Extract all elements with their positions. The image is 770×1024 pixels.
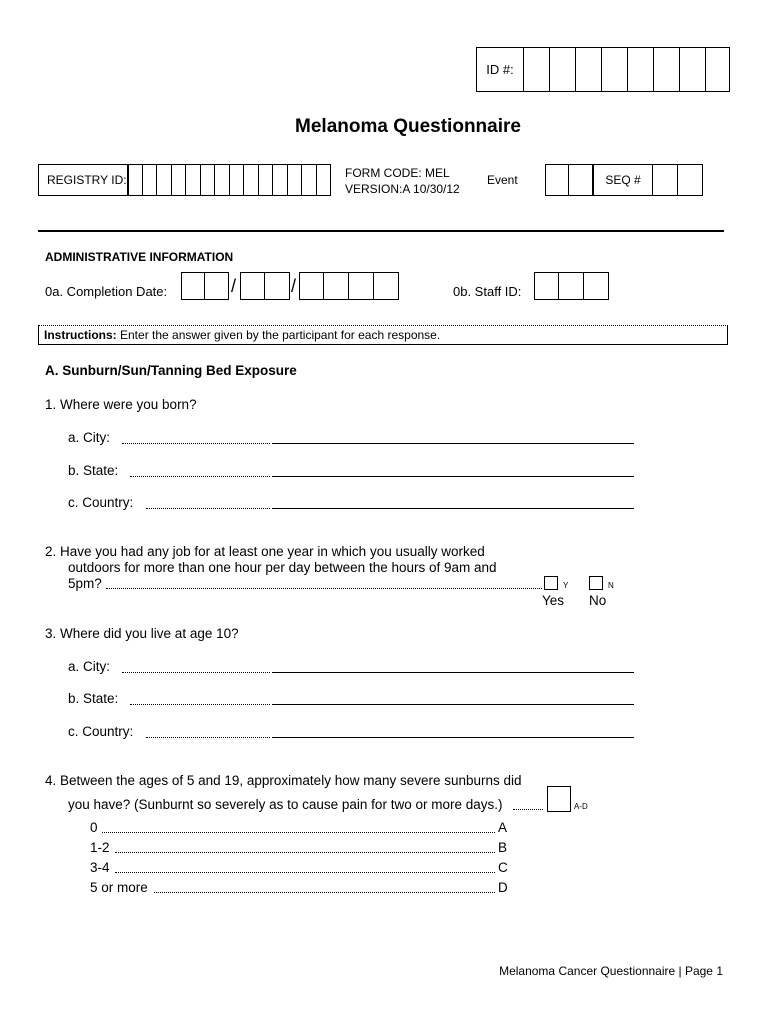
q1-city-input[interactable] — [272, 443, 634, 444]
form-code: FORM CODE: MEL — [345, 166, 450, 180]
event-cells[interactable] — [545, 164, 593, 196]
q4-line1: 4. Between the ages of 5 and 19, approximately how many severe sunburns did — [45, 773, 522, 788]
id-digit-cells[interactable] — [524, 47, 730, 92]
q2-no-label: No — [589, 593, 607, 608]
q4-option-0-leader — [102, 832, 495, 833]
q4-option-0-code: A — [498, 820, 508, 835]
instructions-box — [38, 325, 728, 345]
q4-code: A-D — [574, 802, 588, 811]
q4-option-3-leader — [154, 892, 495, 893]
header-divider — [38, 230, 724, 232]
q3-city-leader — [122, 672, 270, 673]
q4-leader — [513, 809, 543, 810]
q2-no-checkbox[interactable] — [589, 576, 603, 590]
q1-country-label: c. Country: — [68, 495, 134, 510]
q2-line3: 5pm? — [68, 576, 102, 591]
section-a-heading: A. Sunburn/Sun/Tanning Bed Exposure — [45, 363, 297, 378]
id-label-cell — [476, 47, 524, 92]
q4-option-3-code: D — [498, 880, 508, 895]
q1-state-label: b. State: — [68, 463, 119, 478]
completion-day-cells[interactable] — [240, 272, 290, 300]
id-field — [476, 47, 732, 92]
q4-option-2-leader — [115, 872, 495, 873]
q4-option-1-label: 1-2 — [90, 840, 110, 855]
seq-label-cell — [593, 164, 653, 196]
event-label: Event — [487, 173, 518, 187]
q1-text: 1. Where were you born? — [45, 397, 197, 412]
q4-option-0-label: 0 — [90, 820, 98, 835]
q3-state-input[interactable] — [272, 704, 634, 705]
q3-state-label: b. State: — [68, 691, 119, 706]
seq-label: SEQ # — [605, 173, 641, 187]
q1-state-leader — [130, 476, 270, 477]
registry-label-cell — [38, 164, 128, 196]
seq-cells[interactable] — [653, 164, 703, 196]
q2-yes-checkbox[interactable] — [544, 576, 558, 590]
q3-state-leader — [130, 704, 270, 705]
q2-line2: outdoors for more than one hour per day between the hours of 9am and — [68, 560, 497, 575]
q2-yes-label: Yes — [542, 593, 565, 608]
page-title: Melanoma Questionnaire — [295, 116, 521, 137]
q4-line2: you have? (Sunburnt so severely as to cause pain for two or more days.) — [68, 797, 503, 812]
q3-country-input[interactable] — [272, 737, 634, 738]
registry-label: REGISTRY ID: — [47, 173, 127, 187]
staff-id-label: 0b. Staff ID: — [453, 284, 522, 299]
q4-option-1-leader — [115, 852, 495, 853]
id-label: ID #: — [486, 62, 514, 77]
q1-city-label: a. City: — [68, 430, 111, 445]
q3-country-label: c. Country: — [68, 724, 134, 739]
version: VERSION:A 10/30/12 — [345, 182, 460, 196]
q2-y-code: Y — [563, 581, 569, 590]
instructions-bold: Instructions: — [44, 328, 117, 342]
q3-text: 3. Where did you live at age 10? — [45, 626, 239, 641]
q2-line1: 2. Have you had any job for at least one year in which you usually worked — [45, 544, 485, 559]
q1-state-input[interactable] — [272, 476, 634, 477]
completion-date-label: 0a. Completion Date: — [45, 284, 168, 299]
staff-id-cells[interactable] — [534, 272, 609, 300]
q1-country-input[interactable] — [272, 508, 634, 509]
q1-city-leader — [122, 443, 270, 444]
instructions-text: Enter the answer given by the participant for each response. — [116, 328, 441, 342]
registry-id-field — [38, 164, 331, 196]
q2-leader — [106, 588, 542, 589]
q1-country-leader — [146, 508, 270, 509]
completion-month-cells[interactable] — [181, 272, 229, 300]
registry-digit-cells[interactable] — [128, 164, 331, 196]
completion-year-cells[interactable] — [299, 272, 399, 300]
q4-option-3-label: 5 or more — [90, 880, 148, 895]
admin-heading: ADMINISTRATIVE INFORMATION — [45, 250, 234, 264]
date-slash-1: / — [231, 276, 237, 296]
q4-option-1-code: B — [498, 840, 508, 855]
q4-option-2-label: 3-4 — [90, 860, 110, 875]
page-footer: Melanoma Cancer Questionnaire | Page 1 — [499, 964, 723, 978]
q4-option-2-code: C — [498, 860, 508, 875]
q3-country-leader — [146, 737, 270, 738]
q3-city-input[interactable] — [272, 672, 634, 673]
q4-answer-box[interactable] — [547, 786, 571, 812]
date-slash-2: / — [291, 276, 297, 296]
q2-n-code: N — [608, 581, 614, 590]
q3-city-label: a. City: — [68, 659, 111, 674]
